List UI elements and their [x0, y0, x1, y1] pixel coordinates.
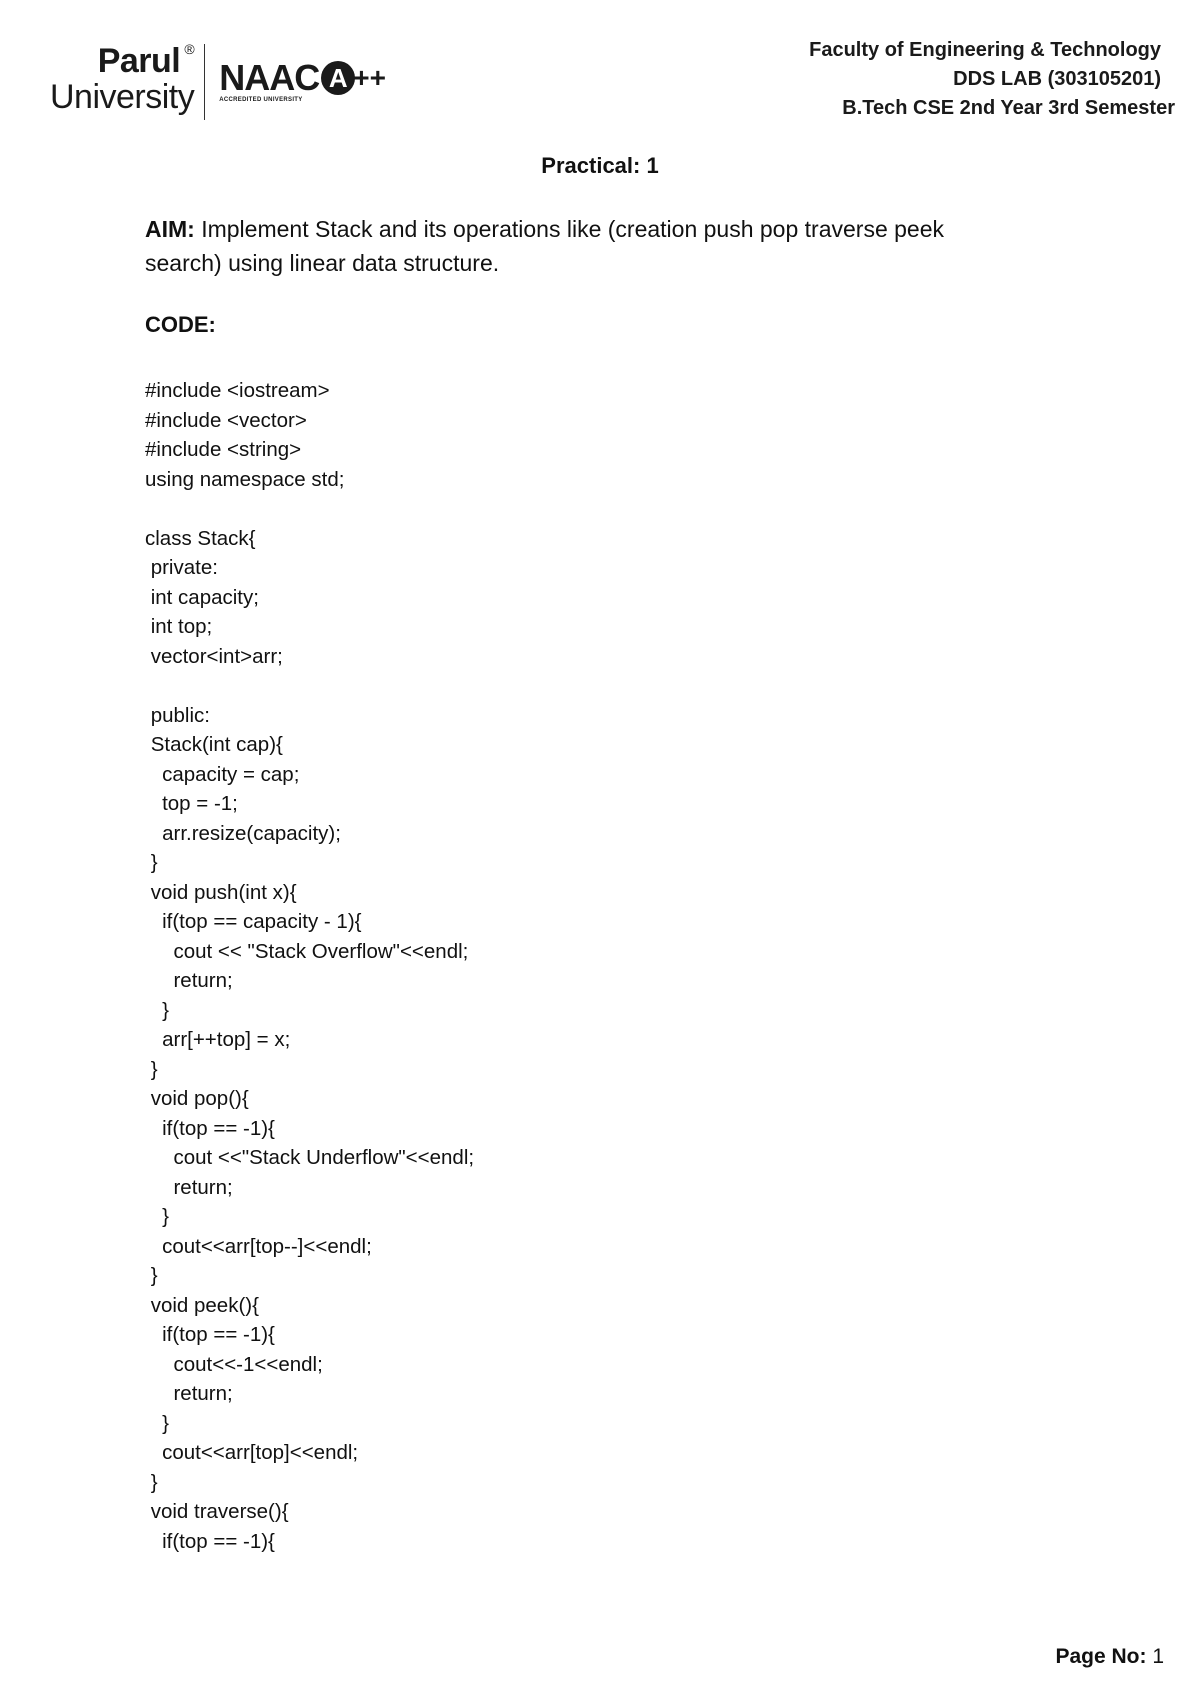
code-line: }	[145, 998, 169, 1022]
naac-grade-badge	[321, 61, 386, 95]
naac-grade-letter: A	[321, 61, 355, 95]
lab-name: DDS LAB (303105201)	[953, 68, 1161, 90]
code-line: return;	[145, 1382, 233, 1405]
naac-logo-text: NAAC	[219, 57, 320, 98]
registered-mark: ®	[184, 41, 195, 57]
code-line: if(top == capacity - 1){	[145, 910, 362, 933]
parul-logo-university: University	[50, 78, 195, 116]
aim-text: Implement Stack and its operations like (creation push pop traverse peek search) using linear data structure.	[145, 216, 945, 276]
code-line: using namespace std;	[145, 467, 345, 491]
code-line: }	[145, 1205, 169, 1228]
parul-university-logo	[50, 41, 205, 120]
code-line: }	[145, 851, 158, 874]
code-line: int top;	[145, 615, 213, 638]
code-line: }	[145, 1470, 158, 1494]
program-name: B.Tech CSE 2nd Year 3rd Semester	[842, 97, 1175, 119]
code-line: void push(int x){	[145, 880, 297, 904]
code-line: void pop(){	[145, 1087, 249, 1110]
code-line: if(top == -1){	[145, 1116, 275, 1140]
code-line: top = -1;	[145, 792, 238, 815]
naac-logo	[219, 57, 386, 103]
code-line: if(top == -1){	[145, 1529, 275, 1553]
page-number-label: Page No:	[1055, 1645, 1147, 1668]
code-line: int capacity;	[145, 585, 259, 609]
code-line: class Stack{	[145, 526, 256, 550]
code-line: return;	[145, 1175, 233, 1199]
code-line: return;	[145, 969, 233, 992]
code-line: }	[145, 1264, 158, 1287]
code-line: cout <<"Stack Underflow"<<endl;	[145, 1146, 475, 1169]
code-line: private:	[145, 556, 218, 579]
code-line: #include <vector>	[145, 408, 307, 432]
naac-subtitle: ACCREDITED UNIVERSITY	[219, 97, 303, 103]
page-number	[1055, 1645, 1164, 1669]
code-line: capacity = cap;	[145, 762, 300, 786]
code-line: Stack(int cap){	[145, 733, 283, 756]
code-line: cout<<arr[top]<<endl;	[145, 1441, 359, 1464]
naac-grade-plus: ++	[353, 62, 386, 93]
code-label: CODE:	[145, 312, 216, 337]
aim-label: AIM:	[145, 216, 195, 242]
code-line: #include <iostream>	[145, 379, 330, 402]
code-line: if(top == -1){	[145, 1323, 275, 1346]
code-line: arr.resize(capacity);	[145, 821, 341, 845]
code-line: #include <string>	[145, 438, 302, 461]
code-line: void peek(){	[145, 1293, 259, 1317]
document-header	[809, 36, 1175, 123]
code-line: cout<<-1<<endl;	[145, 1352, 323, 1376]
code-line	[145, 494, 474, 524]
aim-paragraph	[145, 212, 1025, 280]
practical-title: Practical: 1	[541, 153, 659, 178]
code-line	[145, 671, 474, 701]
code-line: cout << "Stack Overflow"<<endl;	[145, 939, 469, 963]
header-logos	[50, 41, 386, 122]
code-line: void traverse(){	[145, 1500, 289, 1523]
code-line: }	[145, 1057, 158, 1081]
code-block	[145, 376, 474, 1556]
code-line: cout<<arr[top--]<<endl;	[145, 1234, 372, 1258]
code-line: }	[145, 1411, 169, 1435]
faculty-name: Faculty of Engineering & Technology	[809, 39, 1161, 61]
code-line: public:	[145, 703, 210, 727]
code-line: vector<int>arr;	[145, 644, 283, 668]
code-line: arr[++top] = x;	[145, 1028, 291, 1051]
page-number-value: 1	[1152, 1645, 1164, 1668]
parul-logo-name: Parul	[97, 42, 181, 80]
